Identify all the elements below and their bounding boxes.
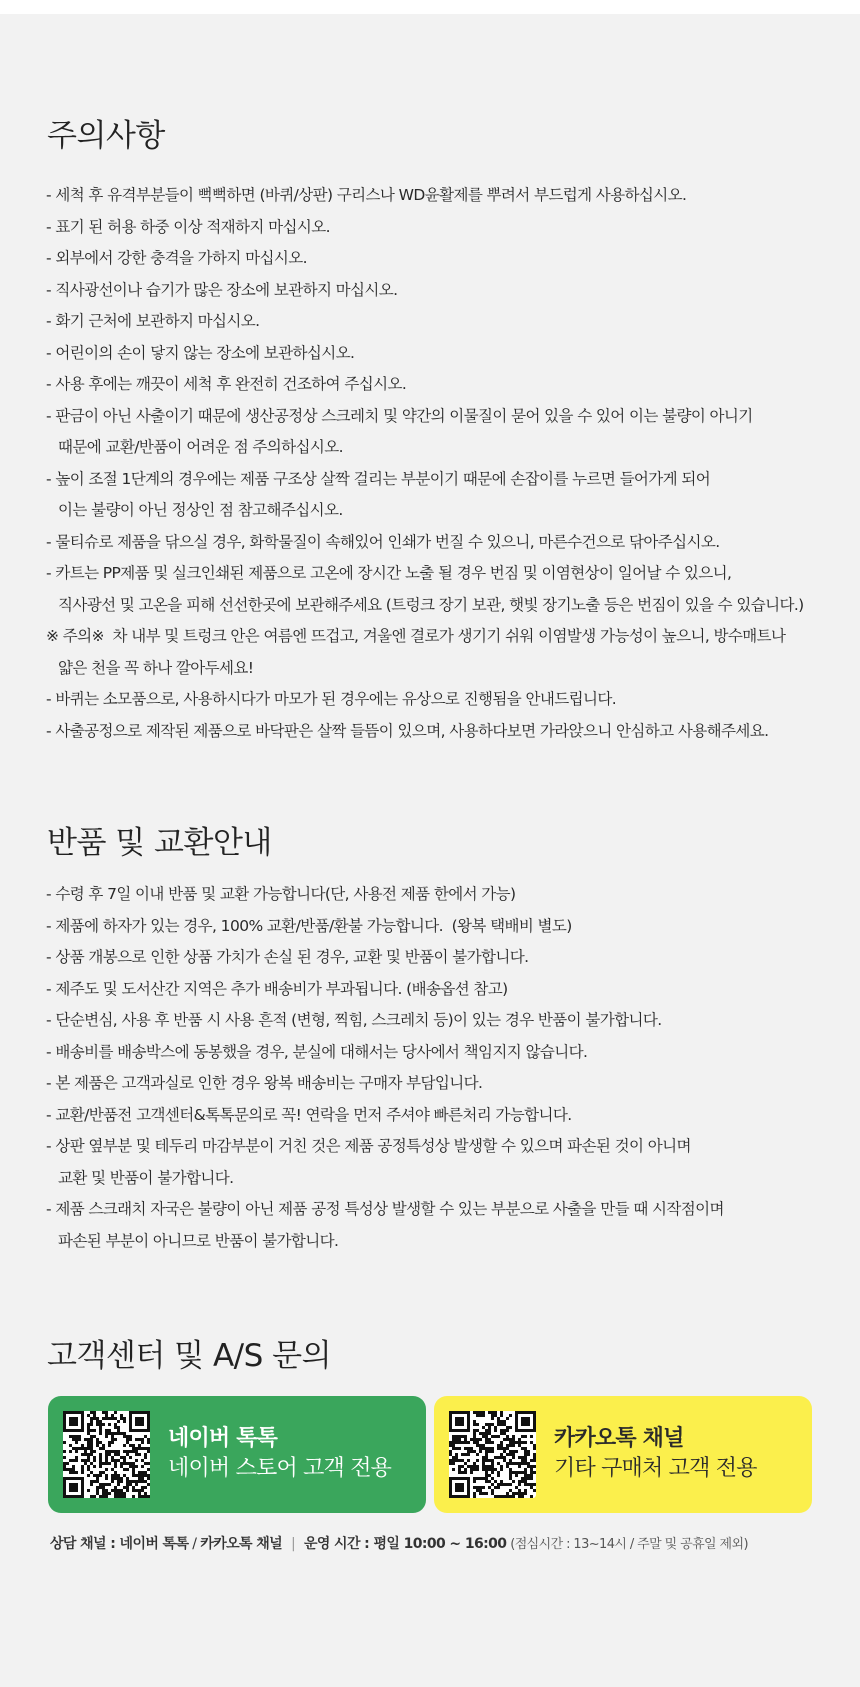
list-item-line: - 사출공정으로 제작된 제품으로 바닥판은 살짝 들뜸이 있으며, 사용하다보면 가라앉으니 안심하고 사용해주세요. bbox=[46, 721, 769, 740]
returns-list bbox=[46, 879, 846, 1257]
list-item bbox=[46, 974, 846, 1006]
kakao-card-text bbox=[554, 1424, 804, 1484]
list-item bbox=[46, 1005, 846, 1037]
list-item-line: - 외부에서 강한 충격을 가하지 마십시오. bbox=[46, 249, 307, 267]
list-item bbox=[46, 401, 846, 464]
list-item-line: - 상판 옆부분 및 테두리 마감부분이 거친 것은 제품 공정특성상 발생할 수 있으며 파손된 것이 아니며 bbox=[46, 1137, 691, 1155]
list-item-line: - 수령 후 7일 이내 반품 및 교환 가능합니다(단, 사용전 제품 한에서 가능) bbox=[46, 885, 516, 903]
list-item-line: - 높이 조절 1단계의 경우에는 제품 구조상 살짝 걸리는 부분이기 때문에 손잡이를 누르면 들어가게 되어 bbox=[46, 469, 711, 488]
list-item bbox=[46, 212, 846, 244]
list-item bbox=[46, 684, 846, 716]
list-item-line: - 배송비를 배송박스에 동봉했을 경우, 분실에 대해서는 당사에서 책임지지 않습니다. bbox=[46, 1042, 588, 1061]
list-item-line: - 사용 후에는 깨끗이 세척 후 완전히 건조하여 주십시오. bbox=[46, 375, 407, 393]
list-item bbox=[46, 621, 846, 684]
kakao-card-subtitle: 기타 구매처 고객 전용 bbox=[554, 1456, 757, 1481]
list-item-line: - 교환/반품전 고객센터&톡톡문의로 꼭! 연락을 먼저 주셔야 빠른처리 가능합니다. bbox=[46, 1105, 572, 1124]
support-title: 고객센터 및 A/S 문의 bbox=[47, 1338, 332, 1374]
list-item-line: - 물티슈로 제품을 닦으실 경우, 화학물질이 속해있어 인쇄가 번질 수 있으니, 마른수건으로 닦아주십시오. bbox=[46, 532, 720, 551]
list-item bbox=[46, 1131, 846, 1194]
list-item bbox=[46, 716, 846, 748]
list-item-line: - 본 제품은 고객과실로 인한 경우 왕복 배송비는 구매자 부담입니다. bbox=[46, 1074, 483, 1092]
list-item-line: ※ 주의※ 차 내부 및 트렁크 안은 여름엔 뜨겁고, 겨울엔 결로가 생기기 쉬워 이염발생 가능성이 높으니, 방수매트나 bbox=[46, 627, 786, 645]
channel-label: 상담 채널 : 네이버 톡톡 bbox=[50, 1536, 189, 1552]
kakao-card-title: 카카오톡 채널 bbox=[554, 1426, 684, 1451]
returns-title: 반품 및 교환안내 bbox=[47, 825, 272, 861]
list-item-line: 교환 및 반품이 불가합니다. bbox=[58, 1168, 234, 1187]
list-item bbox=[46, 1037, 846, 1069]
naver-card-text bbox=[168, 1424, 418, 1484]
list-item-line: - 제주도 및 도서산간 지역은 추가 배송비가 부과됩니다. (배송옵션 참고) bbox=[46, 979, 508, 998]
naver-card-subtitle: 네이버 스토어 고객 전용 bbox=[168, 1456, 392, 1481]
list-item bbox=[46, 180, 846, 212]
qr-code-icon bbox=[63, 1411, 150, 1498]
list-item bbox=[46, 1068, 846, 1100]
naver-card-title: 네이버 톡톡 bbox=[168, 1426, 278, 1451]
list-item bbox=[46, 942, 846, 974]
list-item bbox=[46, 1100, 846, 1132]
hours-label: 운영 시간 : 평일 10:00 ~ 16:00 bbox=[303, 1536, 507, 1552]
list-item-line: 때문에 교환/반품이 어려운 점 주의하십시오. bbox=[58, 438, 343, 456]
list-item bbox=[46, 306, 846, 338]
list-item-line: - 화기 근처에 보관하지 마십시오. bbox=[46, 312, 260, 330]
list-item bbox=[46, 558, 846, 621]
list-item-line: - 세척 후 유격부분들이 뻑뻑하면 (바퀴/상판) 구리스나 WD윤활제를 뿌려서 부드럽게 사용하십시오. bbox=[46, 186, 687, 204]
list-item-line: - 바퀴는 소모품으로, 사용하시다가 마모가 된 경우에는 유상으로 진행됨을 안내드립니다. bbox=[46, 690, 617, 708]
list-item-line: - 단순변심, 사용 후 반품 시 사용 흔적 (변형, 찍힘, 스크레치 등)이 있는 경우 반품이 불가합니다. bbox=[46, 1011, 662, 1029]
list-item-line: - 제품 스크래치 자국은 불량이 아닌 제품 공정 특성상 발생할 수 있는 부분으로 사출을 만들 때 시작점이며 bbox=[46, 1200, 724, 1218]
list-item-line: - 표기 된 허용 하중 이상 적재하지 마십시오. bbox=[46, 217, 330, 236]
list-item-line: 얇은 천을 꼭 하나 깔아두세요! bbox=[58, 658, 254, 677]
hours-note: (점심시간 : 13~14시 / 주말 및 공휴일 제외) bbox=[510, 1537, 748, 1552]
list-item-line: - 제품에 하자가 있는 경우, 100% 교환/반품/환불 가능합니다. (왕복 택배비 별도) bbox=[46, 916, 572, 935]
list-item bbox=[46, 527, 846, 559]
kakao-channel-card[interactable] bbox=[434, 1396, 812, 1513]
list-item-line: 이는 불량이 아닌 정상인 점 참고해주십시오. bbox=[58, 501, 343, 519]
support-hours bbox=[50, 1533, 748, 1553]
qr-code-icon bbox=[449, 1411, 536, 1498]
list-item bbox=[46, 369, 846, 401]
notice-title: 주의사항 bbox=[47, 118, 165, 154]
channel-kakao: 카카오톡 채널 bbox=[200, 1536, 283, 1552]
list-item bbox=[46, 338, 846, 370]
channel-separator: / bbox=[192, 1536, 197, 1552]
list-item bbox=[46, 275, 846, 307]
list-item bbox=[46, 464, 846, 527]
list-item bbox=[46, 911, 846, 943]
naver-talktalk-card[interactable] bbox=[48, 1396, 426, 1513]
list-item-line: 파손된 부분이 아니므로 반품이 불가합니다. bbox=[58, 1231, 339, 1250]
list-item-line: - 어린이의 손이 닿지 않는 장소에 보관하십시오. bbox=[46, 343, 355, 362]
list-item-line: - 상품 개봉으로 인한 상품 가치가 손실 된 경우, 교환 및 반품이 불가합니다. bbox=[46, 948, 529, 966]
hours-divider: | bbox=[290, 1536, 296, 1552]
list-item-line: - 판금이 아닌 사출이기 때문에 생산공정상 스크레치 및 약간의 이물질이 묻어 있을 수 있어 이는 불량이 아니기 bbox=[46, 406, 753, 425]
list-item-line: - 직사광선이나 습기가 많은 장소에 보관하지 마십시오. bbox=[46, 280, 398, 299]
list-item bbox=[46, 879, 846, 911]
list-item bbox=[46, 1194, 846, 1257]
list-item-line: 직사광선 및 고온을 피해 선선한곳에 보관해주세요 (트렁크 장기 보관, 햇빛 장기노출 등은 번짐이 있을 수 있습니다.) bbox=[58, 595, 804, 614]
list-item-line: - 카트는 PP제품 및 실크인쇄된 제품으로 고온에 장시간 노출 될 경우 번짐 및 이염현상이 일어날 수 있으니, bbox=[46, 564, 732, 582]
list-item bbox=[46, 243, 846, 275]
notice-list bbox=[46, 180, 846, 747]
